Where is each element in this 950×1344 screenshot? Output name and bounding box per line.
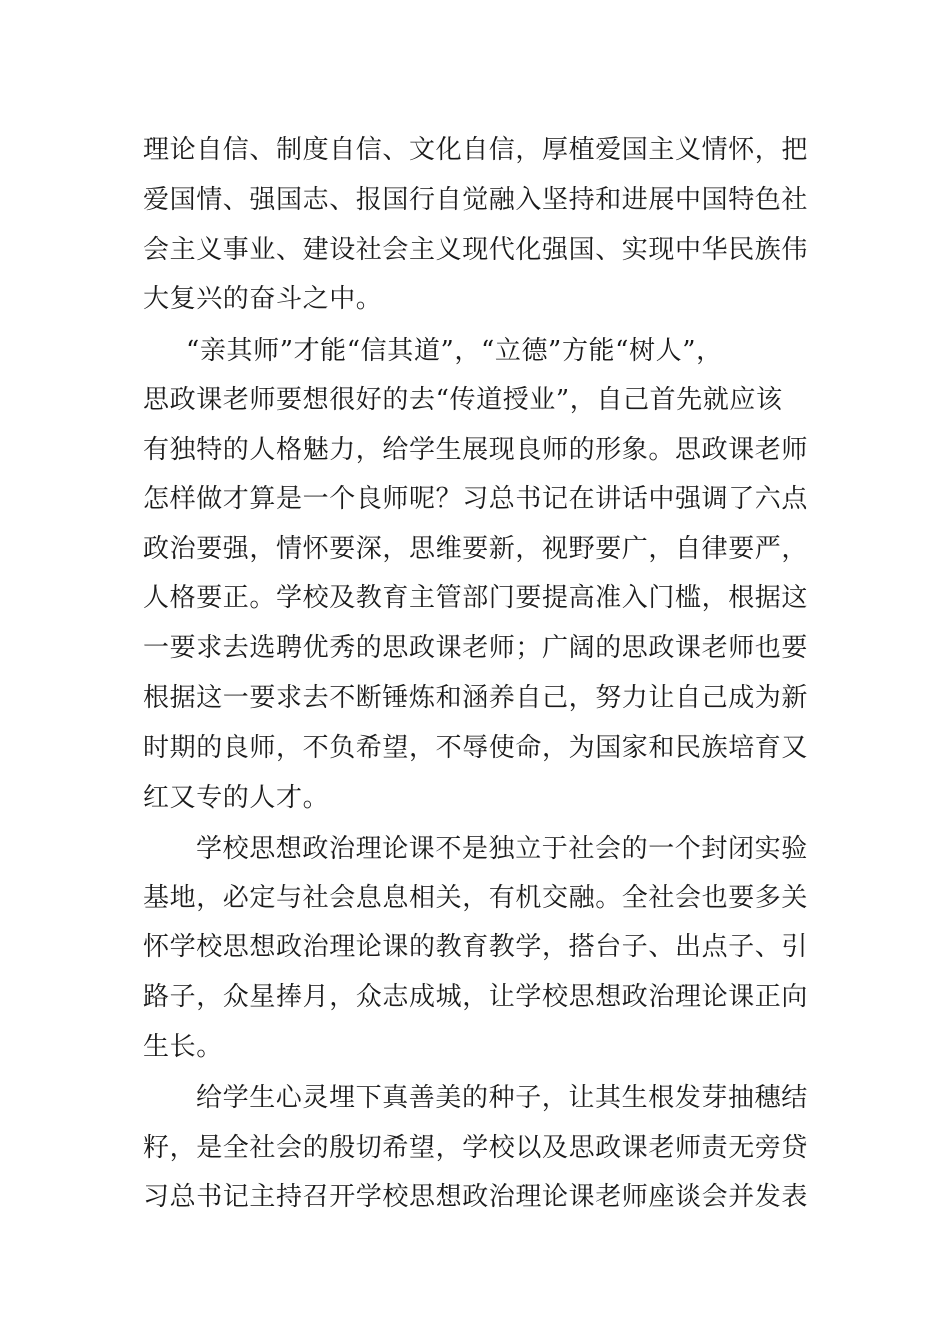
text-line: 理论自信、制度自信、文化自信，厚植爱国主义情怀，把	[143, 135, 809, 165]
text-line: 根据这一要求去不断锤炼和涵养自己，努力让自己成为新	[143, 683, 809, 713]
text-line: 习总书记主持召开学校思想政治理论课老师座谈会并发表	[143, 1182, 809, 1212]
text-line: 籽，是全社会的殷切希望，学校以及思政课老师责无旁贷	[143, 1133, 809, 1163]
text-line: 会主义事业、建设社会主义现代化强国、实现中华民族伟	[143, 235, 809, 265]
text-line: 时期的良师，不负希望，不辱使命，为国家和民族培育又	[143, 733, 809, 763]
paragraph-first-line: 学校思想政治理论课不是独立于社会的一个封闭实验	[196, 834, 808, 864]
text-line: 怀学校思想政治理论课的教育教学，搭台子、出点子、引	[143, 932, 809, 962]
text-line: 基地，必定与社会息息相关，有机交融。全社会也要多关	[143, 883, 809, 913]
text-line: 人格要正。学校及教育主管部门要提高准入门槛，根据这	[143, 583, 809, 613]
text-line: 一要求去选聘优秀的思政课老师；广阔的思政课老师也要	[143, 633, 809, 663]
text-line: 大复兴的奋斗之中。	[143, 284, 383, 314]
text-line: 思政课老师要想很好的去“传道授业”，自己首先就应该	[143, 385, 783, 415]
paragraph-first-line: 给学生心灵埋下真善美的种子，让其生根发芽抽穗结	[196, 1083, 808, 1113]
text-line: 红又专的人才。	[143, 783, 330, 813]
text-line: 有独特的人格魅力，给学生展现良师的形象。思政课老师	[143, 435, 809, 465]
text-line: 爱国情、强国志、报国行自觉融入坚持和进展中国特色社	[143, 185, 809, 215]
text-line: 生长。	[143, 1032, 223, 1062]
text-line: 怎样做才算是一个良师呢？习总书记在讲话中强调了六点	[143, 484, 809, 514]
text-line: 路子，众星捧月，众志成城，让学校思想政治理论课正向	[143, 982, 809, 1012]
paragraph-first-line: “亲其师”才能“信其道”，“立德”方能“树人”，	[186, 336, 723, 366]
text-line: 政治要强，情怀要深，思维要新，视野要广，自律要严，	[143, 534, 809, 564]
